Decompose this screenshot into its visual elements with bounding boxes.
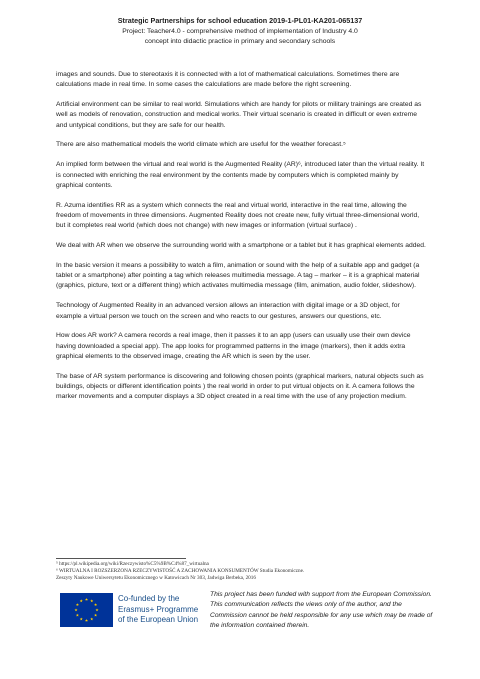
footnotes — [56, 561, 436, 582]
eu-text-line-2: Erasmus+ Programme — [118, 604, 199, 614]
body-text — [56, 70, 426, 412]
paragraph: We deal with AR when we observe the surrounding world with a smartphone or a tablet but it has graphical elements added. — [56, 242, 426, 250]
footnote-6-line-2: Zeszyty Naukowe Uniwersytetu Ekonomicznego w Katowicach Nr 303, Jadwiga Berbeka, 2016 — [56, 575, 256, 581]
funding-disclaimer: This project has been funded with support from the European Commission. This communication reflects the views only of the author, and the Commission cannot be held responsible for any use which may be made of the information contained therein. — [210, 591, 433, 629]
paragraph: In the basic version it means a possibility to watch a film, animation or sound with the help of a suitable app and gadget (a tablet or a smartphone) after pointing a tag which releases multimedia message. A tag – marker – it is a graphical material (graphics, picture, text or a different thing) which activates multimedia message (film, animation, audio folder, slideshow). — [56, 261, 420, 290]
eu-flag-icon — [60, 593, 113, 627]
paragraph: R. Azuma identifies RR as a system which connects the real and virtual world, interactive in the real time, allowing the freedom of movements in three dimensions. Augmented Reality does not create new, fully virtual three-dimensional world, but it completes real world (which does not change) with new images or information (virtual surface) . — [56, 201, 420, 230]
header-title: Strategic Partnerships for school education 2019-1-PL01-KA201-065137 — [117, 16, 363, 25]
paragraph: images and sounds. Due to stereotaxis it is connected with a lot of mathematical calculations. Sometimes there are calculations made in real time. In some cases the calculations are made before the right screening. — [56, 71, 400, 89]
funding-footer — [60, 586, 440, 636]
paragraph: An implied form between the virtual and real world is the Augmented Reality (AR)⁶, introduced later than the virtual reality. It is connected with enriching the real environment by the contents made by computers which is completed mainly by graphical contents. — [56, 161, 425, 189]
paragraph: Artificial environment can be similar to real world. Simulations which are handy for pilots or military trainings are created as well as models of renovation, construction and medical works. Their virtual scenario is created in difficult or even extreme and untypical conditions, but they are safe for our health. — [56, 101, 422, 129]
footnote-divider — [56, 558, 186, 559]
eu-text-line-3: of the European Union — [118, 615, 199, 625]
erasmus-logo-text — [118, 594, 200, 626]
paragraph: Technology of Augmented Reality in an advanced version allows an interaction with digital image or a 3D object, for example a virtual person we touch on the screen and who reacts to our gestures, answers our questions, etc. — [56, 302, 400, 320]
footnote-6-line-1: ⁶ WIRTUALNA I ROZSZERZONA RZECZYWISTOŚĆ A ZACHOWANIA KONSUMENTÓW Studia Ekonomiczne. — [56, 568, 305, 574]
paragraph: The base of AR system performance is discovering and following chosen points (graphical markers, natural objects such as buildings, objects or different identification points ) the real world in order to put virtual objects on it. A camera follows the marker movements and a computer displays a 3D object created in a real time with the use of any projection medium. — [56, 372, 424, 401]
eu-text-line-1: Co-funded by the — [118, 594, 180, 603]
paragraph: How does AR work? A camera records a real image, then it passes it to an app (users can usually use their own device having downloaded a special app). The app looks for programmed patterns in the image (markers), then it adds extra graphical elements to the observed image, creating the AR which is seen by the user. — [56, 332, 411, 360]
header-subtitle-line-1: Project: Teacher4.0 - comprehensive method of implementation of Industry 4.0 — [122, 28, 358, 35]
footnote-5-link[interactable]: ⁵ https://pl.wikipedia.org/wiki/Rzeczywisto%C5%9B%C4%87_wirtualna — [56, 561, 209, 567]
header-subtitle — [40, 27, 440, 47]
paragraph: There are also mathematical models the world climate which are useful for the weather forecast.⁵ — [56, 141, 346, 149]
header-subtitle-line-2: concept into didactic practice in primary and secondary schools — [144, 38, 336, 45]
